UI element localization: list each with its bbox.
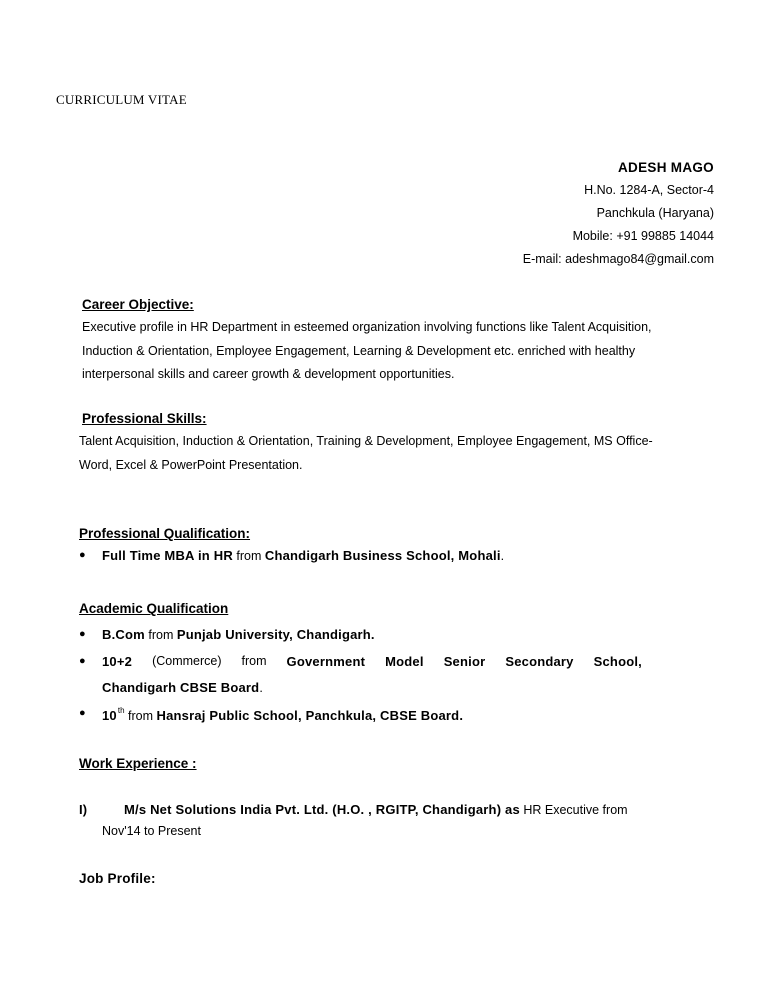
work-experience-heading: Work Experience : <box>79 756 197 771</box>
item-marker: I) <box>79 802 88 817</box>
list-item <box>79 802 719 820</box>
academic-institution: Punjab University, Chandigarh. <box>176 627 375 642</box>
academic-degree: 10+2 <box>102 654 133 669</box>
qualification-degree: Full Time MBA in HR <box>102 548 233 563</box>
job-title: HR Executive from <box>519 803 628 817</box>
list-item <box>79 654 719 672</box>
email-address: E-mail: adeshmago84@gmail.com <box>522 252 714 266</box>
professional-skills-line-1: Talent Acquisition, Induction & Orientation, Training & Development, Employee Engagement, MS Office- <box>79 434 653 448</box>
career-objective-line-3: interpersonal skills and career growth & development opportunities. <box>82 367 455 381</box>
address-line-1: H.No. 1284-A, Sector-4 <box>584 183 714 197</box>
list-item <box>79 548 719 566</box>
employment-period: Nov'14 to Present <box>102 824 201 838</box>
bullet-icon: ● <box>79 628 86 640</box>
punctuation: . <box>500 549 505 563</box>
job-profile-heading: Job Profile: <box>79 871 156 886</box>
connector-text: from <box>144 628 177 642</box>
connector-text: from <box>124 709 157 723</box>
list-item <box>79 627 719 645</box>
board-name: Chandigarh CBSE Board <box>102 680 260 695</box>
employer-name: M/s Net Solutions India Pvt. Ltd. (H.O. , RGITP, Chandigarh) as <box>124 802 520 817</box>
address-line-2: Panchkula (Haryana) <box>596 206 714 220</box>
career-objective-line-2: Induction & Orientation, Employee Engagement, Learning & Development etc. enriched with healthy <box>82 343 636 358</box>
mobile-number: Mobile: +91 99885 14044 <box>572 229 714 243</box>
institution-word: Government <box>286 654 366 669</box>
document-title: CURRICULUM VITAE <box>56 92 187 107</box>
career-objective-heading: Career Objective: <box>82 297 194 312</box>
connector-text: from <box>232 549 265 563</box>
institution-word: Model <box>385 654 424 669</box>
candidate-name: ADESH MAGO <box>617 160 714 175</box>
superscript: th <box>117 706 125 715</box>
professional-skills-text <box>79 430 699 477</box>
institution-word: School, <box>593 654 642 669</box>
professional-skills-line-2: Word, Excel & PowerPoint Presentation. <box>79 457 303 472</box>
qualification-institution: Chandigarh Business School, Mohali <box>264 548 501 563</box>
career-objective-line-1: Executive profile in HR Department in esteemed organization involving functions like Talent Acquisition, <box>82 320 652 334</box>
institution-word: Secondary <box>505 654 574 669</box>
bullet-icon: ● <box>79 655 86 667</box>
list-item <box>79 706 719 724</box>
professional-qualification-heading: Professional Qualification: <box>79 526 251 541</box>
academic-qualification-heading: Academic Qualification <box>79 601 229 616</box>
institution-word: Senior <box>443 654 486 669</box>
career-objective-text <box>82 316 714 387</box>
bullet-icon: ● <box>79 549 86 561</box>
academic-institution: Hansraj Public School, Panchkula, CBSE Board. <box>156 708 464 723</box>
academic-degree: 10 <box>102 708 117 723</box>
stream-text: (Commerce) <box>152 654 222 668</box>
list-item-continuation <box>102 680 263 695</box>
academic-degree: B.Com <box>102 627 145 642</box>
punctuation: . <box>259 681 263 695</box>
connector-text: from <box>241 654 267 668</box>
professional-skills-heading: Professional Skills: <box>82 411 207 426</box>
bullet-icon: ● <box>79 707 86 719</box>
